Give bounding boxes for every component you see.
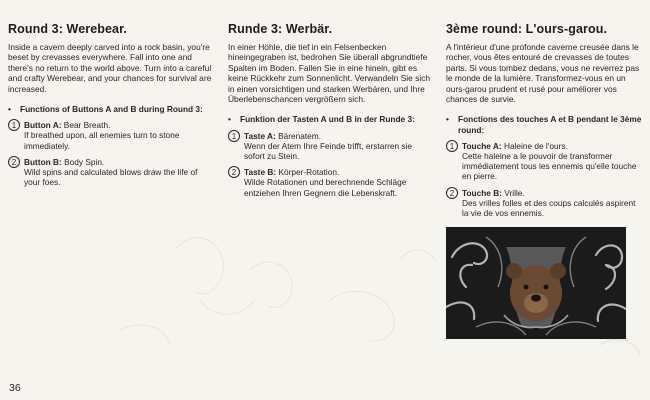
english-intro: Inside a cavern deeply carved into a rock basin, you're beset by crevasses everywhere. Fall into one and there's no return to the world above. Turn into a careful and crafty Werebear, and your chances for survival are increased. <box>8 42 212 94</box>
german-item-taste-b <box>228 167 433 198</box>
german-item-taste-a <box>228 131 433 162</box>
english-item-button-b <box>8 157 213 188</box>
french-title: 3ème round: L'ours-garou. <box>446 22 608 36</box>
german-item-name: Körper-Rotation. <box>278 167 340 178</box>
french-item-desc: Des vrilles folles et des coups calculés aspirent la vie de vos ennemis. <box>462 197 636 219</box>
number-circle-icon: 2 <box>446 187 458 199</box>
german-item-label: Taste B: <box>244 167 277 178</box>
french-item-touche-a <box>446 141 642 182</box>
number-circle-icon: 1 <box>228 130 240 142</box>
english-item-desc: If breathed upon, all enemies turn to stone immediately. <box>24 130 180 151</box>
german-item-name: Bärenatem. <box>278 130 322 141</box>
number-circle-icon: 1 <box>446 140 458 152</box>
game-screenshot-werebear <box>446 227 626 339</box>
page-number: 36 <box>9 382 21 394</box>
german-item-desc: Wenn der Atem Ihre Feinde trifft, erstarren sie sofort zu Stein. <box>244 140 413 162</box>
number-circle-icon: 2 <box>8 156 20 168</box>
english-item-name: Body Spin. <box>64 156 105 167</box>
french-item-name: Haleine de l'ours. <box>503 140 568 151</box>
english-item-button-a <box>8 120 213 151</box>
english-column <box>8 22 213 193</box>
english-functions-heading <box>8 104 213 114</box>
werebear-illustration <box>446 227 626 339</box>
german-intro: In einer Höhle, die tief in ein Felsenbecken hineingegraben ist, bedrohen Sie überall abgrundtiefe Spalten im Boden. Fallen Sie in eine hinein, gibt es keine Rückkehr zum Sonnenlicht. Verwandeln Sie sich in einen vorsichtigen und starken Werbären, und Ihre Überlebenschancen vergrößern sich. <box>228 42 431 105</box>
english-functions-heading-text: Functions of Buttons A and B during Round 3: <box>20 104 203 115</box>
bullet-icon: • <box>228 114 231 125</box>
french-functions-heading-text: Fonctions des touches A et B pendant le 3ème round: <box>458 114 642 135</box>
english-title: Round 3: Werebear. <box>8 22 127 36</box>
english-item-desc: Wild spins and calculated blows draw the life of your foes. <box>24 167 198 188</box>
bullet-icon: • <box>446 114 449 125</box>
french-item-label: Touche B: <box>462 187 502 198</box>
french-item-desc: Cette haleine a le pouvoir de transformer immédiatement tous les ennemis qu'elle touche en pierre. <box>462 151 637 182</box>
english-item-label: Button A: <box>24 120 62 131</box>
french-functions-heading <box>446 114 642 134</box>
bullet-icon: • <box>8 104 11 115</box>
french-intro: A l'intérieur d'une profonde caverne creusée dans le rocher, vous êtes entouré de crevasses de toutes parts. Si vous tombez dedans, vous ne reverrez pas le monde de la lumière. Transformez-vous en un ours-garou prudent et rusé pour améliorer vos chances de survie. <box>446 42 640 105</box>
german-functions-heading-text: Funktion der Tasten A und B in der Runde 3: <box>240 114 415 125</box>
number-circle-icon: 1 <box>8 119 20 131</box>
french-item-name: Vrille. <box>504 187 525 198</box>
french-item-label: Touche A: <box>462 140 502 151</box>
english-item-name: Bear Breath. <box>63 120 111 131</box>
english-item-label: Button B: <box>24 156 62 167</box>
german-title: Runde 3: Werbär. <box>228 22 333 36</box>
french-column <box>446 22 642 224</box>
number-circle-icon: 2 <box>228 166 240 178</box>
german-column <box>228 22 433 204</box>
german-functions-heading <box>228 114 433 124</box>
german-item-label: Taste A: <box>244 130 276 141</box>
french-item-touche-b <box>446 188 642 219</box>
german-item-desc: Wilde Rotationen und berechnende Schläge entziehen Ihren Gegnern die Lebenskraft. <box>244 177 407 198</box>
